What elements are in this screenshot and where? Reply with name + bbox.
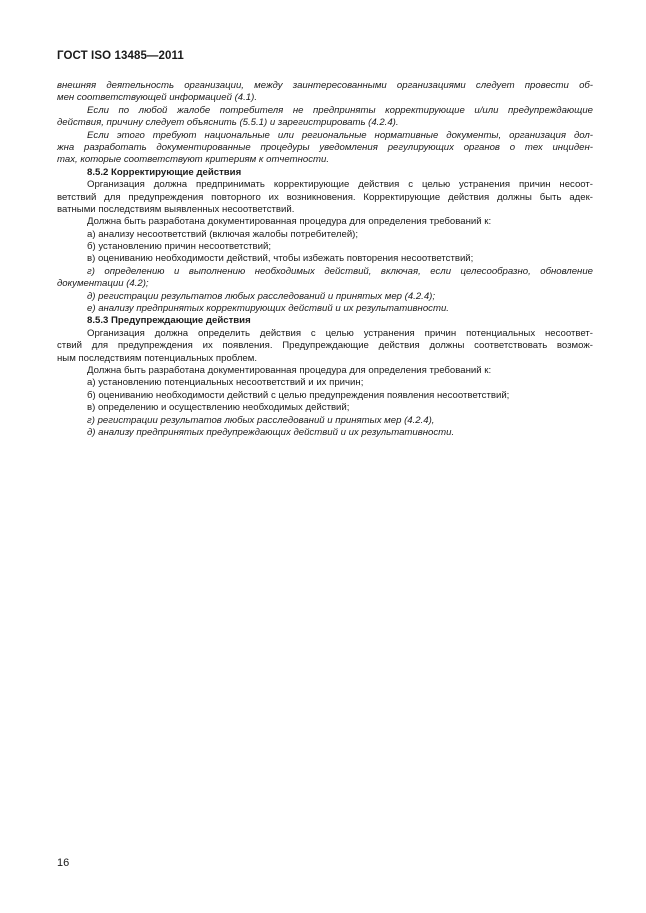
text-line: ствий для предупреждения их появления. Предупреждающие действия должны соответствовать возмож- [57, 340, 593, 352]
text-line: мен соответствующей информацией (4.1). [57, 92, 257, 104]
text-line: г) определению и выполнению необходимых действий, включая, если целесообразно, обновление [87, 265, 593, 277]
text-line: а) установлению потенциальных несоответствий и их причин; [87, 377, 364, 389]
text-line: Если по любой жалобе потребителя не предприняты корректирующие и/или предупреждающие [87, 104, 593, 116]
text-line: в) определению и осуществлению необходимых действий; [87, 402, 350, 414]
text-line: Должна быть разработана документированная процедура для определения требований к: [87, 364, 492, 376]
text-line: жна разработать документированные процедуры уведомления регулирующих органов о тех инциден- [57, 141, 593, 153]
text-line: б) установлению причин несоответствий; [87, 241, 271, 253]
text-line: документации (4.2); [57, 278, 149, 290]
text-line: ным последствиям потенциальных проблем. [57, 352, 258, 364]
text-line: ветствий для предупреждения повторного их возникновения. Корректирующие действия должны быть адек- [57, 191, 593, 203]
text-line: в) оцениванию необходимости действий, чтобы избежать повторения несоответствий; [87, 253, 474, 265]
document-body [57, 80, 593, 439]
text-line: Если этого требуют национальные или региональные нормативные документы, организация дол- [87, 129, 593, 141]
document-header: ГОСТ ISO 13485—2011 [57, 50, 184, 62]
text-line: ватными последствиям выявленных несоответствий. [57, 203, 295, 215]
text-line: б) оцениванию необходимости действий с целью предупреждения появления несоответствий; [87, 389, 510, 401]
text-line: Организация должна определить действия с целью устранения причин потенциальных несоответ- [87, 327, 593, 339]
text-line: внешняя деятельность организации, между заинтересованными организациями следует провести об- [57, 80, 593, 91]
text-line: д) регистрации результатов любых расследований и принятых мер (4.2.4); [87, 290, 436, 302]
section-heading: 8.5.2 Корректирующие действия [87, 166, 242, 178]
text-line: а) анализу несоответствий (включая жалобы потребителей); [87, 228, 359, 240]
text-line: Организация должна предпринимать корректирующие действия с целью устранения причин несоот- [87, 179, 593, 191]
text-line: действия, причину следует объяснить (5.5.1) и зарегистрировать (4.2.4). [57, 117, 399, 129]
text-line: Должна быть разработана документированная процедура для определения требований к: [87, 216, 492, 228]
text-line: тах, которые соответствуют критериям к отчетности. [57, 154, 330, 166]
page-number: 16 [57, 857, 70, 869]
text-line: д) анализу предпринятых предупреждающих действий и их результативности. [87, 426, 455, 438]
text-line: е) анализу предпринятых корректирующих действий и их результативности. [87, 303, 449, 315]
section-heading: 8.5.3 Предупреждающие действия [87, 315, 251, 327]
text-line: г) регистрации результатов любых расследований и принятых мер (4.2.4), [87, 414, 435, 426]
